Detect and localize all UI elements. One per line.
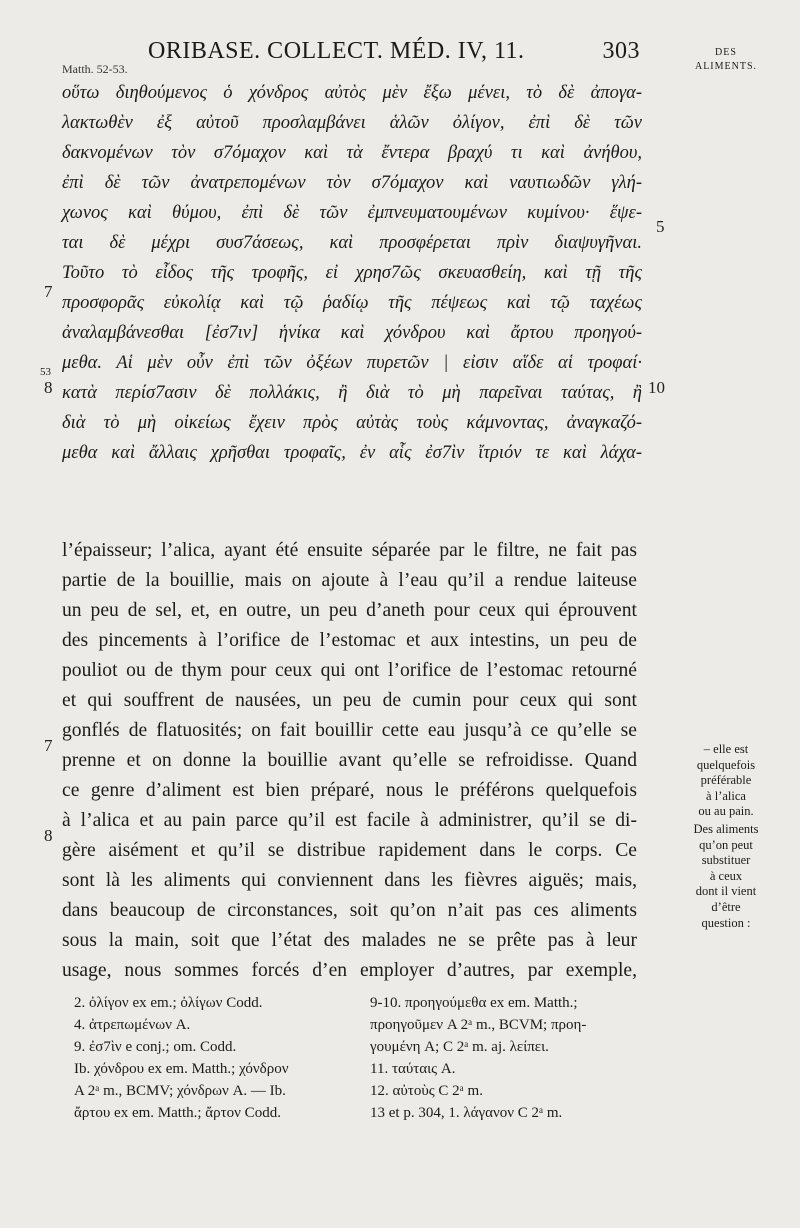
- french-line: ce genre d’aliment est bien préparé, nous le préférons quelquefois: [62, 780, 637, 801]
- apparatus-note: 9. ἐσ7ὶν e conj.; om. Codd.: [74, 1039, 237, 1055]
- french-line: l’épaisseur; l’alica, ayant été ensuite séparée par le filtre, ne fait pas: [62, 540, 637, 561]
- edition-reference: Matth. 52-53.: [62, 62, 128, 76]
- french-line: et qui souffrent de nausées, un peu de cumin pour ceux qui sont: [62, 690, 637, 711]
- apparatus-note: 4. ἀτρεπωμένων A.: [74, 1017, 191, 1033]
- apparatus-note: 2. ὀλίγον ex em.; ὀλίγων Codd.: [74, 995, 263, 1011]
- french-line: des pincements à l’orifice de l’estomac et aux intestins, un peu de: [62, 630, 637, 651]
- french-line: gonflés de flatuosités; on fait bouillir cette eau jusqu’à ce qu’elle se: [62, 720, 637, 741]
- greek-line: χωνος καὶ θύμου, ἐπὶ δὲ τῶν ἐμπνευματουμένων κυμίνου· ἕψε-: [62, 203, 642, 223]
- apparatus-note: Ib. χόνδρου ex em. Matth.; χόνδρον: [74, 1061, 289, 1077]
- greek-line: μεθα. Αἱ μὲν οὖν ἐπὶ τῶν ὀξέων πυρετῶν | εἰσιν αἵδε αἱ τροφαί·: [62, 353, 642, 373]
- margin-note-line: quelquefois: [696, 757, 756, 772]
- side-heading: [680, 46, 772, 74]
- apparatus-note: ἄρτου ex em. Matth.; ἄρτον Codd.: [74, 1105, 281, 1121]
- apparatus-note: γουμένη A; C 2ᵃ m. aj. λείπει.: [370, 1039, 549, 1055]
- french-line: à l’alica et au pain parce qu’il est facile à administrer, qu’il se di-: [62, 810, 637, 831]
- margin-note-line: qu’on peut: [699, 837, 753, 852]
- margin-note-line: substituer: [701, 853, 751, 868]
- apparatus-note: 11. ταύταις A.: [370, 1061, 456, 1077]
- line-number: 7: [44, 282, 53, 301]
- line-number: 7: [44, 736, 53, 755]
- french-line: partie de la bouillie, mais on ajoute à l’eau qu’il a rendue laiteuse: [62, 570, 637, 591]
- margin-note-line: d’être: [711, 899, 741, 914]
- greek-line: οὕτω διηθούμενος ὁ χόνδρος αὐτὸς μὲν ἔξω μένει, τὸ δὲ ἀπογα-: [62, 83, 642, 103]
- french-line: pouliot ou de thym pour ceux qui ont l’orifice de l’estomac retourné: [62, 660, 637, 681]
- greek-line: ἐπὶ δὲ τῶν ἀνατρεπομένων τὸν σ7όμαχον καὶ ναυτιωδῶν γλή-: [62, 173, 642, 193]
- margin-note-line: à l’alica: [706, 788, 746, 803]
- greek-line: προσφορᾶς εὐκολίᾳ καὶ τῷ ῥαδίῳ τῆς πέψεως καὶ τῷ ταχέως: [62, 293, 642, 313]
- french-line: gère aisément et qu’il se distribue rapidement dans le corps. Ce: [62, 840, 637, 861]
- apparatus-note: 13 et p. 304, 1. λάγανον C 2ᵃ m.: [370, 1105, 563, 1121]
- greek-line: Τοῦτο τὸ εἶδος τῆς τροφῆς, εἰ χρησ7ῶς σκευασθείη, καὶ τῇ τῆς: [62, 263, 642, 283]
- apparatus-note: προηγοῦμεν A 2ᵃ m., BCVM; προη-: [370, 1017, 587, 1033]
- french-line: sous la main, soit que l’état des malades ne se prête pas à leur: [62, 930, 637, 951]
- margin-note-line: préférable: [700, 773, 752, 788]
- french-line: dans beaucoup de circonstances, soit qu’on n’ait pas ces aliments: [62, 900, 637, 921]
- margin-note-line: Des aliments: [693, 822, 759, 836]
- margin-note: [670, 822, 782, 931]
- apparatus-note: 12. αὐτοὺς C 2ᵃ m.: [370, 1083, 483, 1099]
- margin-note-line: dont il vient: [695, 884, 757, 899]
- greek-line: λακτωθὲν ἐξ αὐτοῦ προσλαμβάνει ἁλῶν ὀλίγον, ἐπὶ δὲ τῶν: [62, 113, 642, 133]
- greek-line: ται δὲ μέχρι συσ7άσεως, καὶ προσφέρεται πρὶν διαψυγῆναι.: [62, 233, 642, 253]
- french-line: usage, nous sommes forcés d’en employer d’autres, par exemple,: [62, 960, 637, 981]
- margin-note-line: – elle est: [703, 742, 749, 756]
- line-number: 10: [648, 378, 665, 397]
- french-line: sont là les aliments qui conviennent dans les fièvres aiguës; mais,: [62, 870, 637, 891]
- line-number: 8: [44, 378, 53, 397]
- side-heading-line: DES: [715, 47, 737, 58]
- line-number: 8: [44, 826, 53, 845]
- line-number: 5: [656, 217, 665, 236]
- french-line: un peu de sel, et, en outre, un peu d’aneth pour ceux qui éprouvent: [62, 600, 637, 621]
- apparatus-note: A 2ᵃ m., BCMV; χόνδρων A. — Ib.: [74, 1083, 286, 1099]
- greek-line: μεθα καὶ ἄλλαις χρῆσθαι τροφαῖς, ἐν αἷς ἐσ7ὶν ἴτριόν τε καὶ λάχα-: [62, 443, 642, 463]
- margin-note-line: ou au pain.: [698, 804, 754, 819]
- greek-line: διὰ τὸ μὴ οἰκείως ἔχειν πρὸς αὐτὰς τοὺς κάμνοντας, ἀναγκαζό-: [62, 413, 642, 433]
- margin-note-line: à ceux: [709, 868, 743, 883]
- margin-note-line: question :: [701, 915, 751, 930]
- margin-note: [670, 742, 782, 820]
- greek-line: δακνομένων τὸν σ7όμαχον καὶ τὰ ἔντερα βραχύ τι καὶ ἀνήθου,: [62, 143, 642, 163]
- french-line: prenne et on donne la bouillie avant qu’elle se refroidisse. Quand: [62, 750, 637, 771]
- page-title: ORIBASE. COLLECT. MÉD. IV, 11.: [148, 38, 525, 64]
- greek-line: ἀναλαμβάνεσθαι [ἐσ7ιν] ἡνίκα καὶ χόνδρου καὶ ἄρτου προηγού-: [62, 323, 642, 343]
- greek-line: κατὰ περίσ7ασιν δὲ πολλάκις, ἢ διὰ τὸ μὴ παρεῖναι ταύτας, ἢ: [62, 383, 642, 403]
- apparatus-note: 9-10. προηγούμεθα ex em. Matth.;: [370, 995, 578, 1011]
- page-marker: 53: [40, 366, 51, 378]
- page-number: 303: [602, 38, 640, 64]
- side-heading-line: ALIMENTS.: [694, 61, 758, 72]
